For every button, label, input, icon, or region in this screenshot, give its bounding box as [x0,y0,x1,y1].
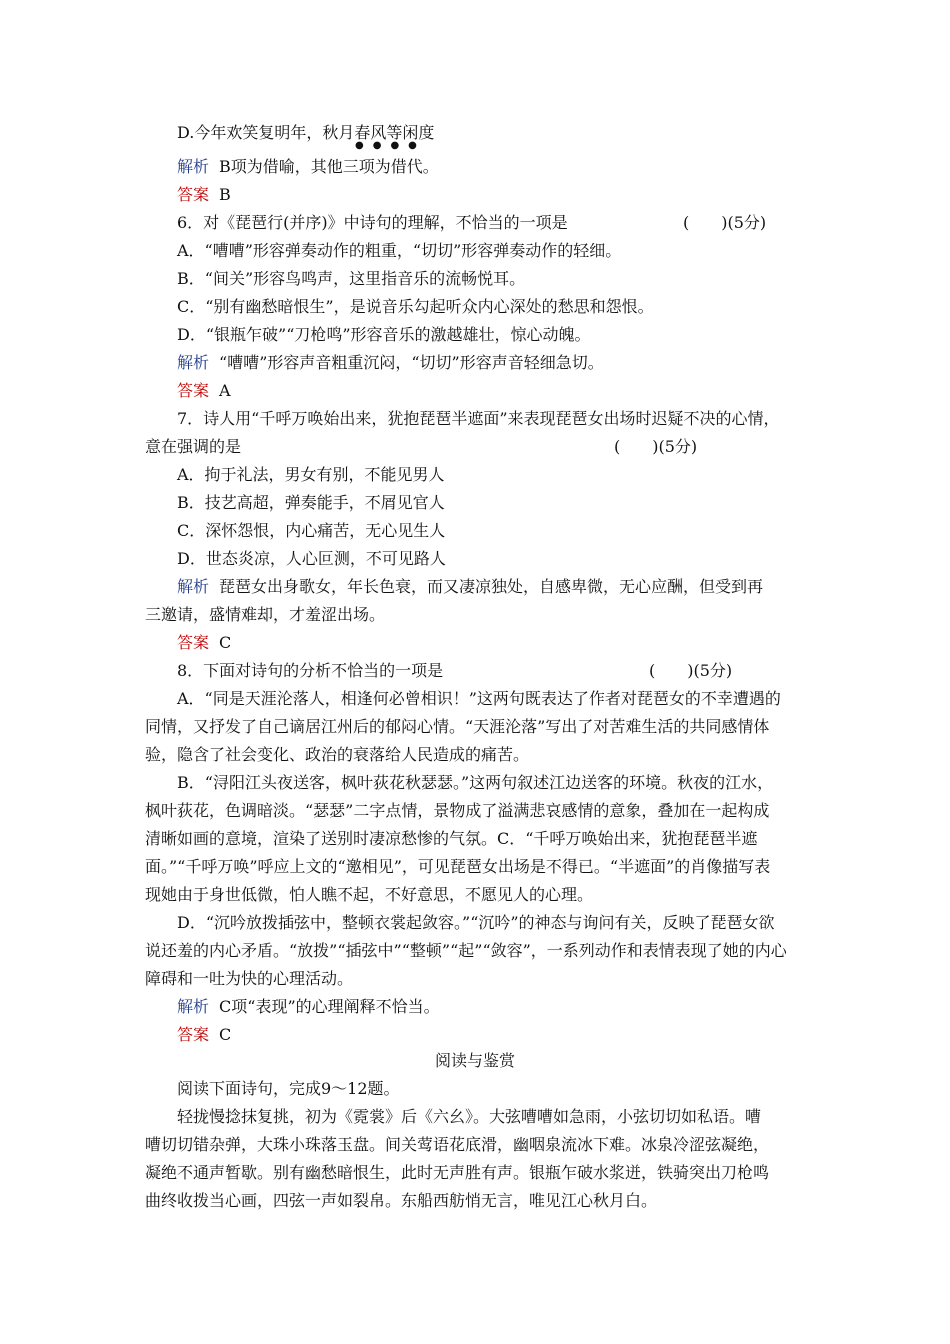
q8-option-b-line2: 枫叶荻花，色调暗淡。“瑟瑟”二字点情，景物成了溢满悲哀感情的意象，叠加在一起构成 [145,801,770,820]
q5-answer: B [219,185,231,204]
q5-analysis-row [177,157,439,177]
q7-option-b: B．技艺高超，弹奏能手，不屑见官人 [177,493,445,512]
answer-label: 答案 [177,1025,210,1044]
q8-answer: C [219,1025,232,1044]
poem-line-4: 曲终收拨当心画，四弦一声如裂帛。东船西舫悄无言，唯见江心秋月白。 [145,1191,658,1210]
q8-answer-row [177,1025,231,1045]
poem-line-2: 嘈切切错杂弹，大珠小珠落玉盘。间关莺语花底滑，幽咽泉流冰下难。冰泉冷涩弦凝绝， [145,1135,770,1154]
q7-analysis-line1: 琵琶女出身歌女，年长色衰，而又凄凉独处，自感卑微，无心应酬，但受到再 [219,577,764,596]
q8-paren: ( )(5分) [649,661,733,680]
analysis-label: 解析 [177,997,210,1016]
q6-option-c: C．“别有幽愁暗恨生”，是说音乐勾起听众内心深处的愁思和怨恨。 [177,297,654,316]
q6-stem: 6．对《琵琶行(并序)》中诗句的理解，不恰当的一项是 [177,213,568,232]
q6-answer-row [177,381,231,401]
q8-option-d-line2: 说还羞的内心矛盾。“放拨”“插弦中”“整顿”“起”“敛容”，一系列动作和表情表现了她的内心 [145,941,787,960]
poem-line-1: 轻拢慢捻抹复挑，初为《霓裳》后《六幺》。大弦嘈嘈如急雨，小弦切切如私语。嘈 [177,1107,762,1126]
q5-answer-row [177,185,231,205]
q6-analysis: “嘈嘈”形容声音粗重沉闷，“切切”形容声音轻细急切。 [219,353,604,372]
q8-option-a-line3: 验，隐含了社会变化、政治的衰落给人民造成的痛苦。 [145,745,530,764]
q8-stem: 8．下面对诗句的分析不恰当的一项是 [177,661,444,680]
q7-answer-row [177,633,231,653]
q7-stem-line1: 7．诗人用“千呼万唤始出来，犹抱琵琶半遮面”来表现琵琶女出场时迟疑不决的心情， [177,409,780,428]
answer-label: 答案 [177,185,210,204]
q8-option-d-line1: D．“沉吟放拨插弦中，整顿衣裳起敛容。”“沉吟”的神态与询问有关，反映了琵琶女欲 [177,913,775,932]
q7-option-a: A．拘于礼法，男女有别，不能见男人 [177,465,445,484]
q6-option-d: D．“银瓶乍破”“刀枪鸣”形容音乐的激越雄壮，惊心动魄。 [177,325,591,344]
answer-label: 答案 [177,633,210,652]
q7-option-d: D．世态炎凉，人心叵测，不可见路人 [177,549,446,568]
q7-option-c: C．深怀怨恨，内心痛苦，无心见生人 [177,521,446,540]
q8-option-b-line4: 面。”“千呼万唤”呼应上文的“邀相见”，可见琵琶女出场是不得已。“半遮面”的肖像描写表 [145,857,771,876]
q6-answer: A [219,381,231,400]
q8-option-b-line3: 清晰如画的意境，渲染了送别时凄凉愁惨的气氛。C．“千呼万唤始出来，犹抱琵琶半遮 [145,829,758,848]
q8-option-d-line3: 障碍和一吐为快的心理活动。 [145,969,354,988]
q5-option-d: D.今年欢笑复明年，秋月春风等闲度 [177,123,435,142]
answer-label: 答案 [177,381,210,400]
poem-line-3: 凝绝不通声暂歇。别有幽愁暗恨生，此时无声胜有声。银瓶乍破水浆迸，铁骑突出刀枪鸣 [145,1163,770,1182]
q8-analysis-row [177,997,440,1017]
analysis-label: 解析 [177,353,210,372]
q7-stem-line2: 意在强调的是 [145,437,242,456]
section-title: 阅读与鉴赏 [434,1051,515,1070]
q6-option-a: A．“嘈嘈”形容弹奏动作的粗重，“切切”形容弹奏动作的轻细。 [177,241,622,260]
q8-option-b-line5: 现她由于身世低微，怕人瞧不起，不好意思，不愿见人的心理。 [145,885,594,904]
analysis-label: 解析 [177,577,210,596]
q6-analysis-row [177,353,604,373]
q8-option-a-line2: 同情，又抒发了自己谪居江州后的郁闷心情。“天涯沦落”写出了对苦难生活的共同感情体 [145,717,770,736]
q7-analysis-line2: 三邀请，盛情难却，才羞涩出场。 [145,605,386,624]
q6-paren: ( )(5分) [683,213,767,232]
q5-analysis: B项为借喻，其他三项为借代。 [219,157,439,176]
q6-option-b: B．“间关”形容鸟鸣声，这里指音乐的流畅悦耳。 [177,269,526,288]
reading-instruction: 阅读下面诗句，完成9～12题。 [177,1079,400,1098]
q7-answer: C [219,633,232,652]
q8-option-b-line1: B．“浔阳江头夜送客，枫叶荻花秋瑟瑟。”这两句叙述江边送客的环境。秋夜的江水， [177,773,774,792]
emphasis-dots: ●●●● [355,140,426,151]
q8-option-a-line1: A．“同是天涯沦落人，相逢何必曾相识！”这两句既表达了作者对琵琶女的不幸遭遇的 [177,689,781,708]
analysis-label: 解析 [177,157,210,176]
q7-paren: ( )(5分) [614,437,698,456]
q8-analysis: C项“表现”的心理阐释不恰当。 [219,997,440,1016]
q7-analysis-row [177,577,763,597]
